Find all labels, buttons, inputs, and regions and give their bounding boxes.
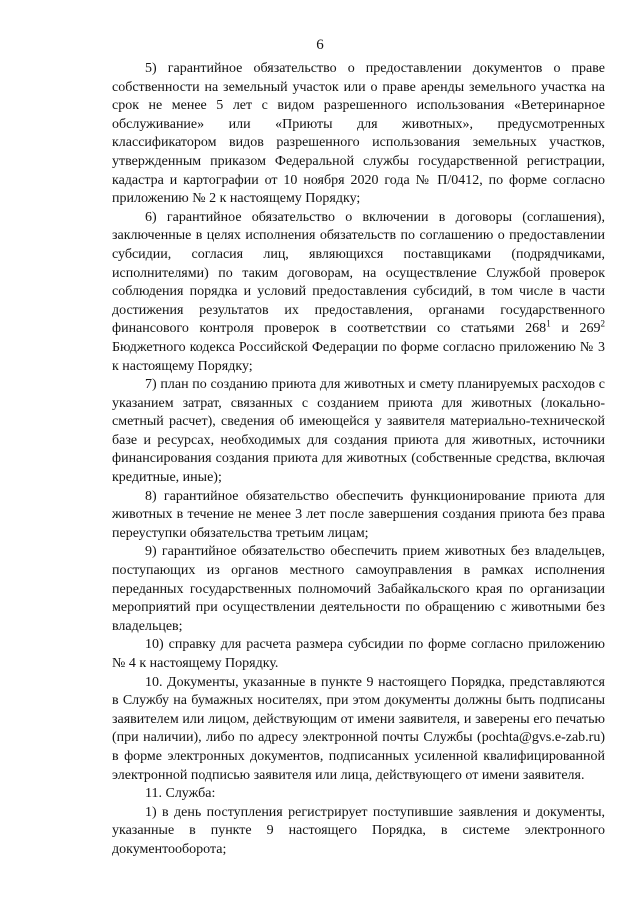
paragraph-clause-11: 11. Служба: bbox=[145, 786, 216, 802]
paragraph-item-10: 10) справку для расчета размера субсидии по форме согласно приложению № 4 к настоящему Порядку. bbox=[112, 637, 605, 671]
superscript-2: 2 bbox=[600, 318, 605, 329]
paragraph-item-8: 8) гарантийное обязательство обеспечить функционирование приюта для животных в течение не менее 3 лет после завершения создания приюта без права переуступки обязательства третьим лицам; bbox=[112, 488, 605, 541]
paragraph-item-9: 9) гарантийное обязательство обеспечить прием животных без владельцев, поступающих из органов местного самоуправления в рамках исполнения переданных государственных полномочий Забайкальского края по организации мероприятий при осуществлении деятельности по обращению с животными без владельцев; bbox=[112, 544, 605, 634]
paragraph-item-6 bbox=[112, 209, 605, 376]
paragraph-clause-10: 10. Документы, указанные в пункте 9 настоящего Порядка, представляются в Службу на бумажных носителях, при этом документы должны быть подписаны заявителем или лицом, действующим от имени заявителя, и заверены его печатью (при наличии), либо по адресу электронной почты Службы (pochta@gvs.e-zab.ru) в форме электронных документов, подписанных усиленной квалифицированной электронной подписью заявителя или лица, действующего от имени заявителя. bbox=[112, 674, 605, 783]
paragraph-item-6-text-b: и 269 bbox=[550, 321, 601, 337]
document-body bbox=[112, 60, 605, 860]
paragraph-clause-11-item-1: 1) в день поступления регистрирует поступившие заявления и документы, указанные в пункте 9 настоящего Порядка, в системе электронного документооборота; bbox=[112, 804, 605, 857]
paragraph-item-5: 5) гарантийное обязательство о предоставлении документов о праве собственности на земельный участок или о праве аренды земельного участка на срок не менее 5 лет с видом разрешенного использования «Ветеринарное обслуживание» или «Приюты для животных», предусмотренных классификатором видов разрешенного использования земельных участков, утвержденным приказом Федеральной службы государственной регистрации, кадастра и картографии от 10 ноября 2020 года № П/0412, по форме согласно приложению № 2 к настоящему Порядку; bbox=[112, 61, 605, 207]
paragraph-item-6-text-a: 6) гарантийное обязательство о включении в договоры (соглашения), заключенные в целях исполнения обязательств по соглашению о предоставлении субсидии, согласия лиц, являющихся поставщиками (подрядчиками, исполнителями) по таким договорам, на осуществление Службой проверок соблюдения порядка и условий предоставления субсидий, в том числе в части достижения результатов их предоставления, органами государственного финансового контроля проверок в соответствии со статьями 268 bbox=[112, 209, 605, 337]
paragraph-item-6-text-c: Бюджетного кодекса Российской Федерации по форме согласно приложению № 3 к настоящему Порядку; bbox=[112, 339, 605, 374]
paragraph-item-7: 7) план по созданию приюта для животных и смету планируемых расходов с указанием затрат, связанных с созданием приюта для животных (локально-сметный расчет), сведения об имеющейся у заявителя материально-технической базе и ресурсах, необходимых для создания приюта для животных, источники финансирования создания приюта для животных (собственные средства, включая кредитные, иные); bbox=[112, 377, 605, 486]
superscript-1: 1 bbox=[546, 318, 551, 329]
page-number: 6 bbox=[316, 37, 324, 53]
